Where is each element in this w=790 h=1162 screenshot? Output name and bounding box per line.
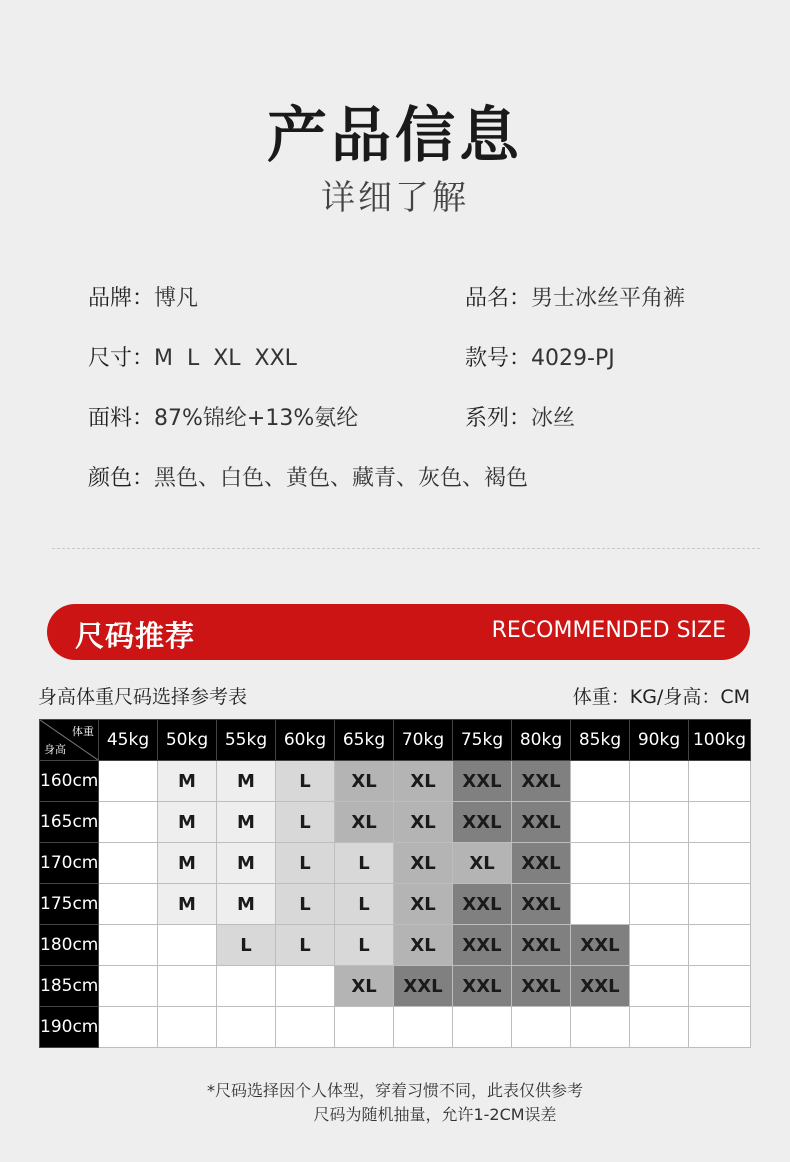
size-cell-xxl: XXL (453, 966, 512, 1007)
size-cell-xxl: XXL (512, 925, 571, 966)
size-cell-xxl: XXL (512, 761, 571, 802)
size-cell-m: M (217, 761, 276, 802)
info-color (88, 461, 528, 492)
banner-title-en: RECOMMENDED SIZE (491, 618, 726, 643)
size-cell-empty (217, 1007, 276, 1048)
info-brand-value: 博凡 (154, 286, 199, 311)
section-divider (52, 548, 760, 549)
size-cell-empty (512, 1007, 571, 1048)
size-cell-l: L (276, 884, 335, 925)
size-cell-xxl: XXL (453, 802, 512, 843)
size-cell-empty (99, 802, 158, 843)
size-cell-empty (571, 1007, 630, 1048)
height-header-cell: 175cm (40, 884, 99, 925)
size-cell-xxl: XXL (571, 966, 630, 1007)
page-subtitle: 详细了解 (321, 178, 469, 218)
table-row (40, 761, 751, 802)
size-cell-xl: XL (335, 761, 394, 802)
info-series-label: 系列： (465, 406, 532, 431)
size-cell-empty (689, 966, 751, 1007)
size-cell-empty (99, 966, 158, 1007)
info-model-value: 4029-PJ (531, 346, 615, 371)
size-cell-empty (571, 843, 630, 884)
size-cell-m: M (158, 884, 217, 925)
weight-header-cell: 50kg (158, 720, 217, 761)
size-cell-xl: XL (394, 761, 453, 802)
size-banner (47, 604, 750, 660)
size-cell-empty (394, 1007, 453, 1048)
corner-height-label: 身高 (44, 743, 66, 756)
info-size-value: M L XL XXL (154, 346, 297, 371)
size-cell-empty (453, 1007, 512, 1048)
size-cell-empty (630, 1007, 689, 1048)
page-title: 产品信息 (267, 101, 523, 171)
size-cell-empty (276, 966, 335, 1007)
height-header-cell: 185cm (40, 966, 99, 1007)
note-line-2: 尺码为随机抽量，允许1-2CM误差 (313, 1105, 557, 1124)
info-series (465, 401, 575, 432)
size-cell-empty (689, 1007, 751, 1048)
size-cell-m: M (158, 843, 217, 884)
size-cell-m: M (158, 802, 217, 843)
info-series-value: 冰丝 (531, 406, 576, 431)
size-cell-xxl: XXL (453, 761, 512, 802)
table-row (40, 843, 751, 884)
size-cell-xxl: XXL (512, 802, 571, 843)
size-cell-xl: XL (335, 966, 394, 1007)
size-cell-xxl: XXL (512, 966, 571, 1007)
size-cell-xxl: XXL (453, 884, 512, 925)
info-brand-label: 品牌： (88, 286, 155, 311)
size-cell-xl: XL (394, 802, 453, 843)
size-cell-xxl: XXL (571, 925, 630, 966)
size-cell-empty (99, 761, 158, 802)
size-cell-l: L (335, 884, 394, 925)
height-header-cell: 165cm (40, 802, 99, 843)
size-cell-empty (630, 761, 689, 802)
note-line-1: *尺码选择因个人体型，穿着习惯不同，此表仅供参考 (206, 1081, 583, 1100)
size-cell-empty (99, 925, 158, 966)
weight-header-cell: 65kg (335, 720, 394, 761)
info-name-value: 男士冰丝平角裤 (531, 286, 686, 311)
info-size-label: 尺寸： (88, 346, 155, 371)
table-row (40, 925, 751, 966)
size-cell-empty (689, 843, 751, 884)
size-cell-l: L (276, 802, 335, 843)
table-corner-cell (40, 720, 99, 761)
size-cell-xl: XL (394, 843, 453, 884)
size-cell-xl: XL (453, 843, 512, 884)
corner-weight-label: 体重 (72, 725, 94, 738)
size-cell-l: L (276, 843, 335, 884)
info-color-value: 黑色、白色、黄色、藏青、灰色、褐色 (154, 466, 529, 491)
height-header-cell: 180cm (40, 925, 99, 966)
weight-header-cell: 70kg (394, 720, 453, 761)
size-cell-empty (630, 966, 689, 1007)
table-caption: 身高体重尺码选择参考表 (38, 686, 248, 708)
info-size (88, 341, 297, 372)
size-cell-empty (689, 802, 751, 843)
size-cell-m: M (217, 802, 276, 843)
info-brand (88, 281, 198, 312)
table-row (40, 884, 751, 925)
size-cell-l: L (276, 925, 335, 966)
size-cell-empty (630, 802, 689, 843)
info-model (465, 341, 615, 372)
weight-header-cell: 45kg (99, 720, 158, 761)
table-row (40, 802, 751, 843)
info-fabric-value: 87%锦纶+13%氨纶 (154, 406, 359, 431)
info-name-label: 品名： (465, 286, 532, 311)
height-header-cell: 160cm (40, 761, 99, 802)
size-cell-empty (689, 925, 751, 966)
size-cell-empty (630, 884, 689, 925)
weight-header-cell: 80kg (512, 720, 571, 761)
size-cell-empty (99, 843, 158, 884)
size-cell-empty (689, 884, 751, 925)
size-cell-empty (571, 884, 630, 925)
height-header-cell: 170cm (40, 843, 99, 884)
info-color-label: 颜色： (88, 466, 155, 491)
info-name (465, 281, 685, 312)
size-cell-xl: XL (394, 884, 453, 925)
size-cell-m: M (158, 761, 217, 802)
weight-header-cell: 90kg (630, 720, 689, 761)
table-row (40, 966, 751, 1007)
size-cell-empty (630, 843, 689, 884)
size-cell-m: M (217, 884, 276, 925)
size-table (39, 719, 751, 1048)
size-cell-l: L (276, 761, 335, 802)
size-cell-empty (99, 884, 158, 925)
size-cell-empty (158, 966, 217, 1007)
size-cell-empty (158, 925, 217, 966)
height-header-cell: 190cm (40, 1007, 99, 1048)
info-fabric (88, 401, 358, 432)
size-cell-empty (571, 761, 630, 802)
size-cell-empty (571, 802, 630, 843)
table-header-row (40, 720, 751, 761)
size-cell-l: L (335, 925, 394, 966)
weight-header-cell: 75kg (453, 720, 512, 761)
size-cell-empty (630, 925, 689, 966)
size-cell-empty (99, 1007, 158, 1048)
weight-header-cell: 60kg (276, 720, 335, 761)
size-cell-xxl: XXL (453, 925, 512, 966)
size-cell-empty (158, 1007, 217, 1048)
size-cell-empty (689, 761, 751, 802)
info-model-label: 款号： (465, 346, 532, 371)
weight-header-cell: 55kg (217, 720, 276, 761)
size-cell-xl: XL (335, 802, 394, 843)
size-cell-xxl: XXL (512, 884, 571, 925)
weight-header-cell: 85kg (571, 720, 630, 761)
banner-title-cn: 尺码推荐 (75, 619, 196, 653)
table-unit: 体重：KG/身高：CM (572, 686, 750, 708)
size-cell-empty (276, 1007, 335, 1048)
size-cell-xxl: XXL (394, 966, 453, 1007)
size-cell-l: L (217, 925, 276, 966)
weight-header-cell: 100kg (689, 720, 751, 761)
info-fabric-label: 面料： (88, 406, 155, 431)
size-cell-empty (217, 966, 276, 1007)
size-cell-xl: XL (394, 925, 453, 966)
size-cell-xxl: XXL (512, 843, 571, 884)
size-cell-l: L (335, 843, 394, 884)
table-row (40, 1007, 751, 1048)
size-cell-empty (335, 1007, 394, 1048)
size-cell-m: M (217, 843, 276, 884)
